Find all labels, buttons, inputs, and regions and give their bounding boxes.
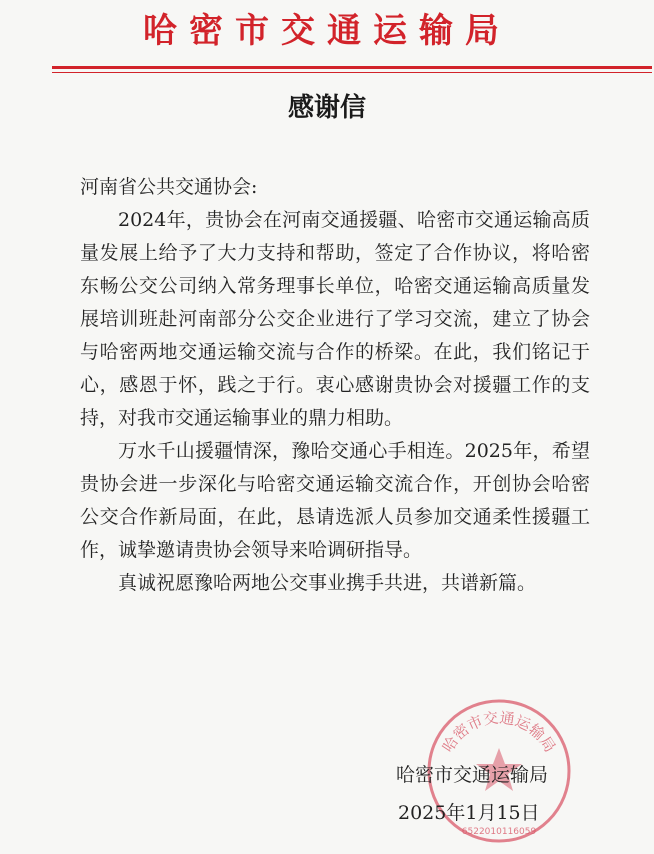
document-title: 感谢信: [287, 93, 366, 123]
salutation: 河南省公共交通协会:: [80, 176, 258, 198]
letterhead-org-name: 哈密市交通运输局: [143, 11, 511, 51]
letterhead-divider-thick: [52, 66, 652, 69]
svg-text:哈密市交通运输局: 哈密市交通运输局: [438, 708, 560, 756]
signature-org: 哈密市交通运输局: [396, 764, 549, 786]
signature-block: [396, 756, 596, 832]
letter-body: [80, 171, 590, 600]
signature-date: 2025年1月15日: [398, 802, 540, 824]
svg-text:6522010116059: 6522010116059: [461, 827, 537, 837]
letterhead-divider-thin: [52, 72, 652, 73]
paragraph-1: 2024年，贵协会在河南交通援疆、哈密市交通运输高质量发展上给予了大力支持和帮助，签定了合作协议，将哈密东畅公交公司纳入常务理事长单位，哈密交通运输高质量发展培训班赴河南部分公交企业进行了学习交流，建立了协会与哈密两地交通运输交流与合作的桥梁。在此，我们铭记于心，感恩于怀，践之于行。衷心感谢贵协会对援疆工作的支持，对我市交通运输事业的鼎力相助。: [80, 209, 590, 429]
paragraph-2: 万水千山援疆情深，豫哈交通心手相连。2025年，希望贵协会进一步深化与哈密交通运输交流合作，开创协会哈密公交合作新局面，在此，恳请选派人员参加交通柔性援疆工作，诚挚邀请贵协会领导来哈调研指导。: [80, 440, 590, 561]
paragraph-3: 真诚祝愿豫哈两地公交事业携手共进，共谱新篇。: [118, 572, 537, 594]
